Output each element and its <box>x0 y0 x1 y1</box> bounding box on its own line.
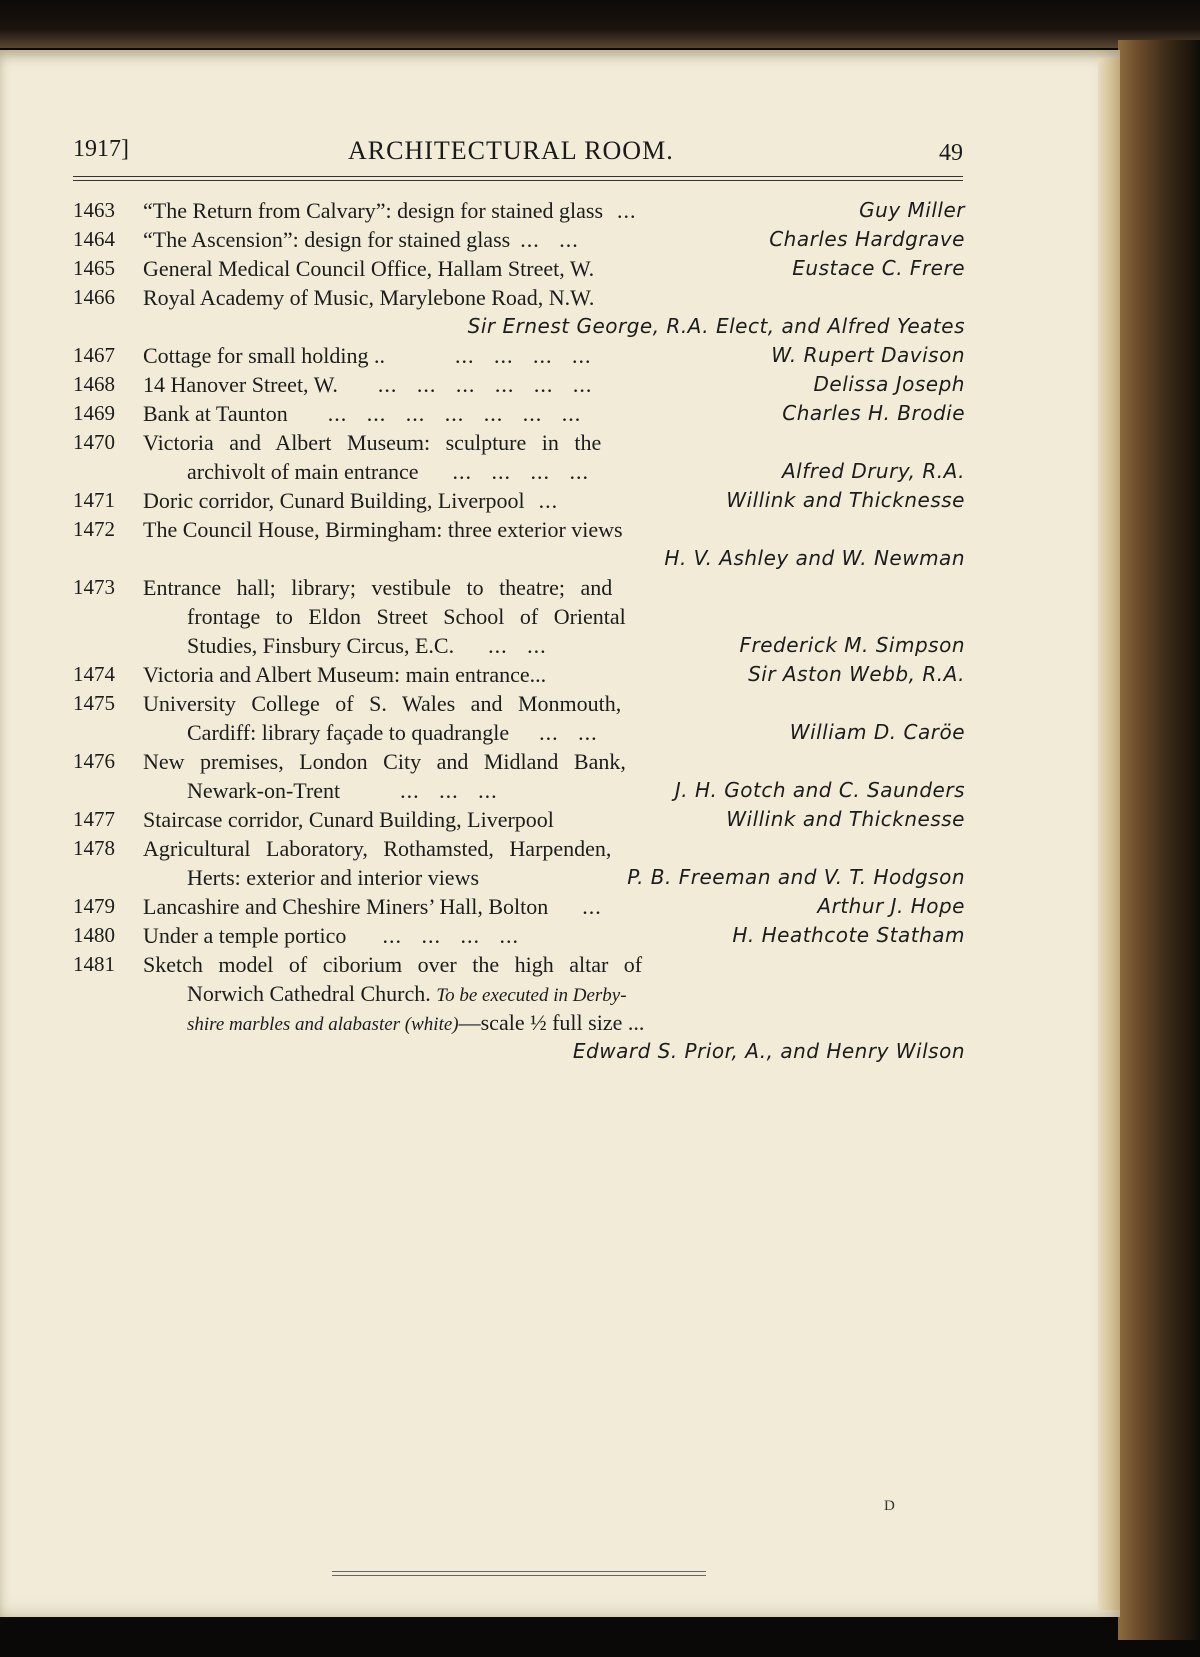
entry-title-cont: Herts: exterior and interior views <box>187 865 480 890</box>
list-item <box>73 950 965 979</box>
entry-architect: P. B. Freeman and V. T. Hodgson <box>627 865 965 889</box>
entry-architect: William D. Caröe <box>789 720 965 744</box>
entry-number: 1463 <box>73 198 115 222</box>
entry-number: 1475 <box>73 691 115 715</box>
entry-number: 1471 <box>73 488 115 512</box>
header-rule <box>73 176 963 177</box>
entry-title: Royal Academy of Music, Marylebone Road, N.W. <box>143 285 595 310</box>
list-item-continuation <box>73 602 965 631</box>
entry-architect: Sir Aston Webb, R.A. <box>748 662 965 686</box>
header-title: ARCHITECTURAL ROOM. <box>348 136 674 165</box>
entry-title: Agricultural Laboratory, Rothamsted, Harpenden, <box>143 836 612 861</box>
list-item <box>73 892 965 921</box>
entry-title: “The Return from Calvary”: design for stained glass ... <box>143 198 637 223</box>
list-item <box>73 689 965 718</box>
entry-title-cont: Cardiff: library façade to quadrangle ... ... <box>187 720 598 745</box>
list-item <box>73 225 965 254</box>
entry-title: General Medical Council Office, Hallam Street, W. <box>143 256 595 281</box>
catalogue-entries <box>73 196 965 1066</box>
list-item-continuation <box>73 1037 965 1066</box>
header-year: 1917] <box>73 136 129 162</box>
list-item-continuation <box>73 631 965 660</box>
list-item-continuation <box>73 312 965 341</box>
entry-number: 1481 <box>73 952 115 976</box>
list-item <box>73 515 965 544</box>
entry-architect: Delissa Joseph <box>813 372 965 396</box>
entry-title: The Council House, Birmingham: three exterior views <box>143 517 623 542</box>
entry-number: 1474 <box>73 662 115 686</box>
entry-number: 1479 <box>73 894 115 918</box>
entry-title-cont: shire marbles and alabaster (white)—scale ½ full size ... <box>187 1010 645 1035</box>
entry-title: “The Ascension”: design for stained glass ... ... <box>143 227 579 252</box>
list-item <box>73 341 965 370</box>
entry-architect: Arthur J. Hope <box>817 894 965 918</box>
entry-architect: Willink and Thicknesse <box>726 488 965 512</box>
entry-title: Cottage for small holding .. ... ... ... ... <box>143 343 592 368</box>
list-item <box>73 805 965 834</box>
entry-title: Entrance hall; library; vestibule to theatre; and <box>143 575 613 600</box>
list-item-continuation <box>73 863 965 892</box>
entry-architect: Alfred Drury, R.A. <box>781 459 965 483</box>
entry-title: New premises, London City and Midland Bank, <box>143 749 626 774</box>
entry-architect: Sir Ernest George, R.A. Elect, and Alfred Yeates <box>467 314 965 338</box>
entry-number: 1472 <box>73 517 115 541</box>
list-item-continuation <box>73 979 965 1008</box>
list-item-continuation <box>73 776 965 805</box>
entry-title: University College of S. Wales and Monmouth, <box>143 691 622 716</box>
entry-title: Under a temple portico ... ... ... ... <box>143 923 519 948</box>
entry-number: 1480 <box>73 923 115 947</box>
entry-title: Staircase corridor, Cunard Building, Liverpool <box>143 807 554 832</box>
entry-number: 1476 <box>73 749 115 773</box>
entry-title: 14 Hanover Street, W. ... ... ... ... ... ... <box>143 372 593 397</box>
entry-title: Lancashire and Cheshire Miners’ Hall, Bolton ... <box>143 894 602 919</box>
page-stack-edge <box>1098 58 1120 1610</box>
entry-architect: Charles H. Brodie <box>782 401 965 425</box>
list-item <box>73 283 965 312</box>
end-rule-double <box>332 1575 706 1576</box>
entry-number: 1470 <box>73 430 115 454</box>
entry-number: 1464 <box>73 227 115 251</box>
list-item <box>73 921 965 950</box>
entry-architect: Frederick M. Simpson <box>739 633 965 657</box>
list-item <box>73 196 965 225</box>
list-item <box>73 370 965 399</box>
list-item <box>73 660 965 689</box>
header-rule-double <box>73 180 963 181</box>
list-item-continuation <box>73 544 965 573</box>
entry-architect: W. Rupert Davison <box>771 343 965 367</box>
list-item-continuation <box>73 718 965 747</box>
entry-title-cont: Studies, Finsbury Circus, E.C. ... ... <box>187 633 547 658</box>
entry-architect: H. V. Ashley and W. Newman <box>664 546 965 570</box>
entry-number: 1473 <box>73 575 115 599</box>
book-cover-edge <box>1118 40 1200 1640</box>
entry-title: Doric corridor, Cunard Building, Liverpool ... <box>143 488 559 513</box>
entry-title: Bank at Taunton ... ... ... ... ... ... ... <box>143 401 582 426</box>
list-item <box>73 428 965 457</box>
list-item <box>73 573 965 602</box>
entry-title: Victoria and Albert Museum: sculpture in the <box>143 430 602 455</box>
list-item <box>73 747 965 776</box>
end-rule <box>332 1571 706 1572</box>
entry-title: Sketch model of ciborium over the high altar of <box>143 952 643 977</box>
list-item-continuation <box>73 457 965 486</box>
page-number: 49 <box>939 140 963 166</box>
entry-title-cont: frontage to Eldon Street School of Oriental <box>187 604 626 629</box>
entry-architect: Charles Hardgrave <box>769 227 965 251</box>
signature-mark: D <box>884 1498 895 1514</box>
list-item <box>73 486 965 515</box>
entry-title: Victoria and Albert Museum: main entrance... <box>143 662 547 687</box>
entry-architect: Willink and Thicknesse <box>726 807 965 831</box>
entry-architect: Edward S. Prior, A., and Henry Wilson <box>572 1039 965 1063</box>
entry-number: 1469 <box>73 401 115 425</box>
running-header <box>73 136 963 172</box>
entry-number: 1478 <box>73 836 115 860</box>
entry-architect: H. Heathcote Statham <box>732 923 965 947</box>
book-binding-top <box>0 0 1200 48</box>
list-item <box>73 399 965 428</box>
entry-title-cont: archivolt of main entrance ... ... ... ... <box>187 459 590 484</box>
entry-architect: Guy Miller <box>859 198 965 222</box>
entry-architect: J. H. Gotch and C. Saunders <box>674 778 965 802</box>
entry-architect: Eustace C. Frere <box>792 256 965 280</box>
list-item <box>73 254 965 283</box>
list-item-continuation <box>73 1008 965 1037</box>
entry-number: 1467 <box>73 343 115 367</box>
entry-title-cont: Newark-on-Trent ... ... ... <box>187 778 498 803</box>
entry-number: 1465 <box>73 256 115 280</box>
list-item <box>73 834 965 863</box>
entry-number: 1468 <box>73 372 115 396</box>
entry-number: 1477 <box>73 807 115 831</box>
entry-title-cont: Norwich Cathedral Church. To be executed in Derby- <box>187 981 627 1006</box>
entry-number: 1466 <box>73 285 115 309</box>
